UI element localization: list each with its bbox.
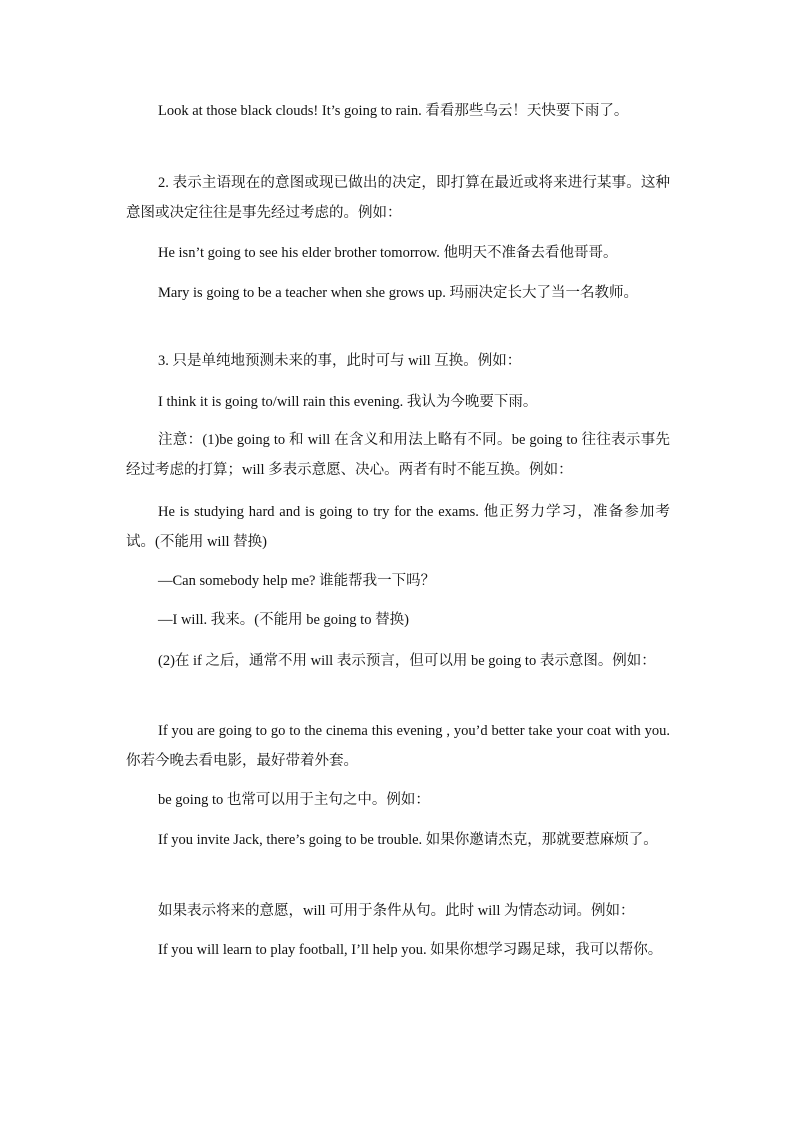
paragraph-note-2: (2)在 if 之后，通常不用 will 表示预言，但可以用 be going to 表示意图。例如： xyxy=(158,653,656,669)
paragraph-note-1: 注意：(1)be going to 和 will 在含义和用法上略有不同。be going to 往往表示事先经过考虑的打算；will 多表示意愿、决心。两者有时不能互换。例如： xyxy=(126,432,670,478)
paragraph-dialog-question: —Can somebody help me? 谁能帮我一下吗？ xyxy=(158,573,436,589)
paragraph-point-3: 3. 只是单纯地预测未来的事，此时可与 will 互换。例如： xyxy=(158,353,522,369)
paragraph-example-brother: He isn’t going to see his elder brother tomorrow. 他明天不准备去看他哥哥。 xyxy=(158,245,618,261)
paragraph-example-cinema: If you are going to go to the cinema this evening , you’d better take your coat with you. 你若今晚去看电影，最好带着外套。 xyxy=(126,723,670,769)
paragraph-dialog-answer: —I will. 我来。(不能用 be going to 替换) xyxy=(158,612,409,628)
paragraph-example-football: If you will learn to play football, I’ll help you. 如果你想学习踢足球，我可以帮你。 xyxy=(158,942,663,958)
paragraph-will-conditional: 如果表示将来的意愿，will 可用于条件从句。此时 will 为情态动词。例如： xyxy=(158,903,635,919)
paragraph-example-exams: He is studying hard and is going to try for the exams. 他正努力学习，准备参加考试。(不能用 will 替换) xyxy=(126,504,670,550)
paragraph-example-evening: I think it is going to/will rain this evening. 我认为今晚要下雨。 xyxy=(158,394,538,410)
paragraph-example-rain: Look at those black clouds! It’s going to rain. 看看那些乌云！天快要下雨了。 xyxy=(158,103,629,119)
paragraph-point-2: 2. 表示主语现在的意图或现已做出的决定，即打算在最近或将来进行某事。这种意图或决定往往是事先经过考虑的。例如： xyxy=(126,175,670,221)
paragraph-example-jack: If you invite Jack, there’s going to be trouble. 如果你邀请杰克，那就要惹麻烦了。 xyxy=(158,832,658,848)
paragraph-example-mary: Mary is going to be a teacher when she grows up. 玛丽决定长大了当一名教师。 xyxy=(158,285,639,301)
paragraph-main-clause: be going to 也常可以用于主句之中。例如： xyxy=(158,792,430,808)
